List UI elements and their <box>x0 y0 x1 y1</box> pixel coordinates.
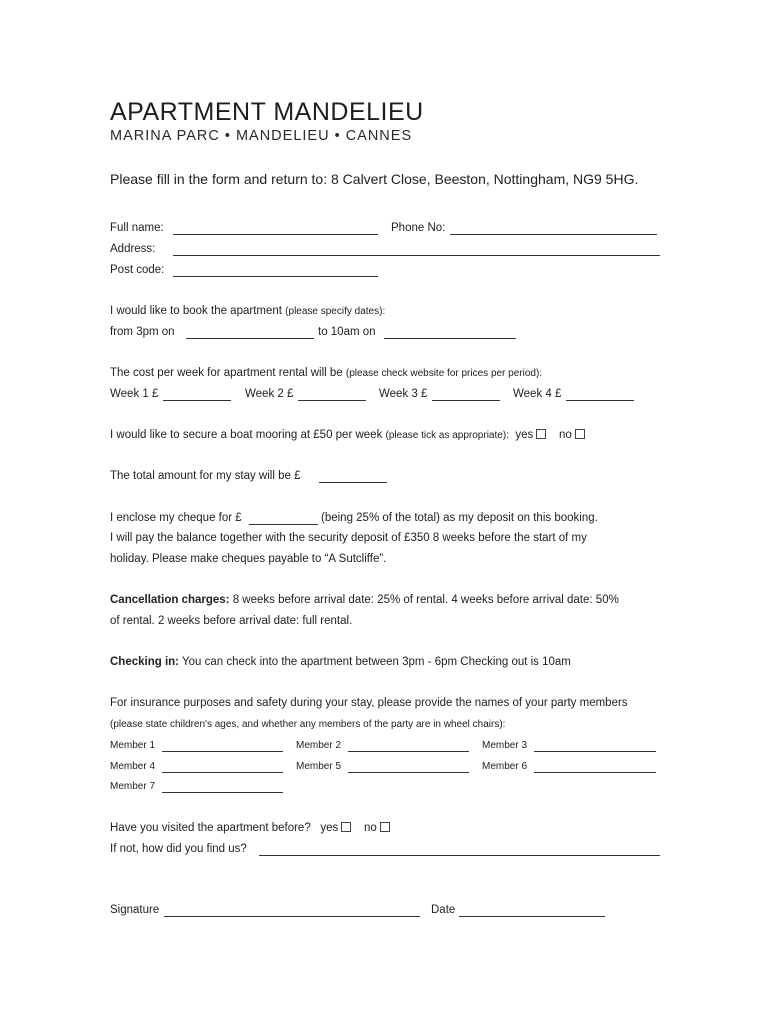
booking-intro-note: (please specify dates): <box>285 306 386 317</box>
mooring-no-label: no <box>559 429 572 441</box>
week-2-field[interactable] <box>298 400 366 401</box>
deposit-line-3: holiday. Please make cheques payable to “A Sutcliffe”. <box>110 553 387 565</box>
from-label: from 3pm on <box>110 326 175 338</box>
member-7-label: Member 7 <box>110 781 156 792</box>
deposit-field[interactable] <box>249 524 318 525</box>
signature-label: Signature <box>110 904 160 916</box>
phone-label: Phone No: <box>391 222 446 234</box>
visit-no-label: no <box>364 822 377 834</box>
member-3-label: Member 3 <box>482 740 528 751</box>
week-1-field[interactable] <box>163 400 231 401</box>
cancellation-line-2: of rental. 2 weeks before arrival date: full rental. <box>110 615 353 627</box>
deposit-line-1b: (being 25% of the total) as my deposit on this booking. <box>321 512 598 524</box>
phone-field[interactable] <box>450 234 657 235</box>
week-1-label: Week 1 £ <box>110 388 159 400</box>
find-us-field[interactable] <box>259 855 660 856</box>
cancellation-heading: Cancellation charges: <box>110 594 230 606</box>
date-label: Date <box>431 904 456 916</box>
find-us-label: If not, how did you find us? <box>110 843 247 855</box>
mooring-no-checkbox[interactable] <box>575 429 585 439</box>
deposit-line-2: I will pay the balance together with the security deposit of £350 8 weeks before the start of my <box>110 532 587 544</box>
checking-in-text: You can check into the apartment between 3pm - 6pm Checking out is 10am <box>179 656 571 668</box>
postcode-label: Post code: <box>110 264 165 276</box>
cost-intro-text: The cost per week for apartment rental will be <box>110 367 343 379</box>
member-1-label: Member 1 <box>110 740 156 751</box>
mooring-row <box>110 429 585 441</box>
member-1-field[interactable] <box>162 751 283 752</box>
cost-intro-note: (please check website for prices per period): <box>345 368 543 379</box>
date-field[interactable] <box>459 916 605 917</box>
to-label: to 10am on <box>318 326 376 338</box>
visit-question: Have you visited the apartment before? <box>110 822 311 834</box>
booking-intro-text: I would like to book the apartment <box>110 305 282 317</box>
visit-yes-label: yes <box>320 822 339 834</box>
member-6-label: Member 6 <box>482 761 528 772</box>
member-5-field[interactable] <box>348 772 469 773</box>
member-2-field[interactable] <box>348 751 469 752</box>
visit-row <box>110 822 390 834</box>
full-name-field[interactable] <box>173 234 378 235</box>
from-date-field[interactable] <box>186 338 314 339</box>
member-6-field[interactable] <box>534 772 656 773</box>
total-field[interactable] <box>319 482 387 483</box>
address-label: Address: <box>110 243 156 255</box>
address-field[interactable] <box>173 255 660 256</box>
member-5-label: Member 5 <box>296 761 342 772</box>
cancellation-text-1: 8 weeks before arrival date: 25% of rental. 4 weeks before arrival date: 50% <box>229 594 619 606</box>
booking-intro <box>110 305 385 317</box>
member-4-label: Member 4 <box>110 761 156 772</box>
return-instruction: Please fill in the form and return to: 8 Calvert Close, Beeston, Nottingham, NG9 5HG. <box>110 171 639 187</box>
week-4-field[interactable] <box>566 400 634 401</box>
cancellation-line-1 <box>110 594 619 606</box>
mooring-yes-label: yes <box>515 429 534 441</box>
mooring-text: I would like to secure a boat mooring at £50 per week <box>110 429 383 441</box>
week-3-field[interactable] <box>432 400 500 401</box>
signature-field[interactable] <box>164 916 420 917</box>
insurance-line-2: (please state children's ages, and whether any members of the party are in wheel chairs): <box>110 719 506 730</box>
week-2-label: Week 2 £ <box>245 388 294 400</box>
page-title: APARTMENT MANDELIEU <box>110 98 424 126</box>
postcode-field[interactable] <box>173 276 378 277</box>
member-3-field[interactable] <box>534 751 656 752</box>
to-date-field[interactable] <box>384 338 516 339</box>
full-name-label: Full name: <box>110 222 164 234</box>
visit-no-checkbox[interactable] <box>380 822 390 832</box>
total-label: The total amount for my stay will be £ <box>110 470 301 482</box>
mooring-note: (please tick as appropriate): <box>385 430 509 441</box>
member-7-field[interactable] <box>162 792 283 793</box>
cost-intro <box>110 367 542 379</box>
week-4-label: Week 4 £ <box>513 388 562 400</box>
week-3-label: Week 3 £ <box>379 388 428 400</box>
visit-yes-checkbox[interactable] <box>341 822 351 832</box>
checking-in-heading: Checking in: <box>110 656 180 668</box>
page-subtitle: MARINA PARC • MANDELIEU • CANNES <box>110 128 413 144</box>
member-2-label: Member 2 <box>296 740 342 751</box>
deposit-line-1a: I enclose my cheque for £ <box>110 512 242 524</box>
mooring-yes-checkbox[interactable] <box>536 429 546 439</box>
insurance-line-1: For insurance purposes and safety during your stay, please provide the names of your party members <box>110 697 628 709</box>
member-4-field[interactable] <box>162 772 283 773</box>
checking-in-line <box>110 656 571 668</box>
